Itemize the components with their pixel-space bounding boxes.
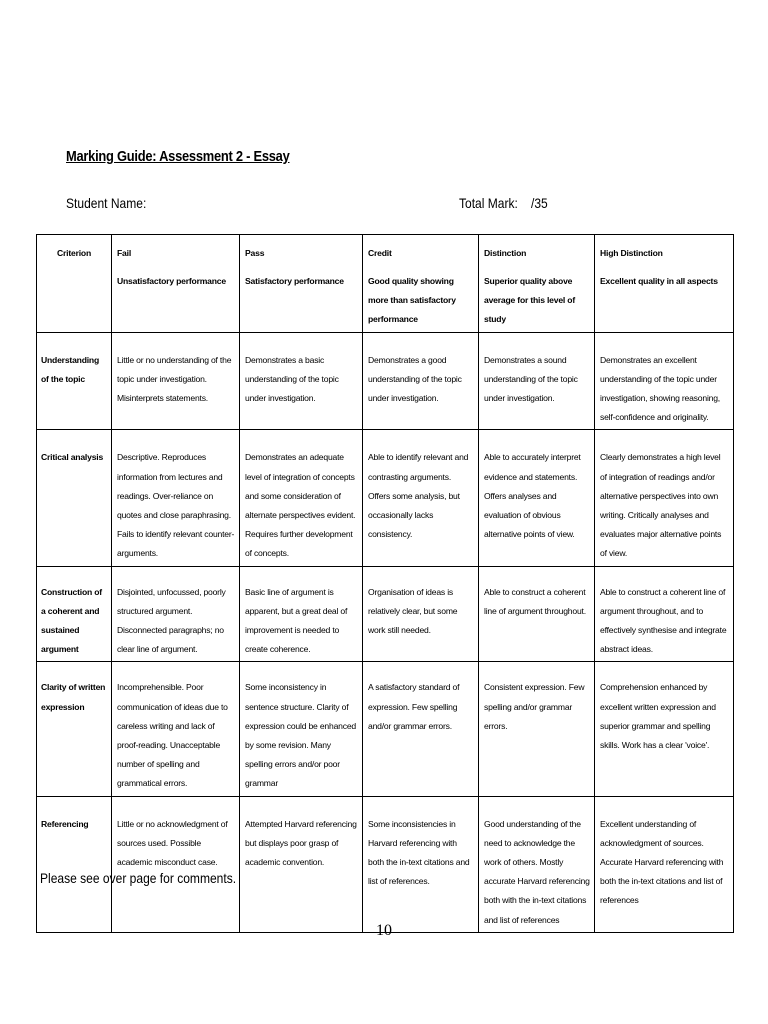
rubric-cell: Demonstrates a sound understanding of the topic under investigation. (479, 332, 595, 430)
level-header-pass (240, 235, 363, 333)
marking-rubric-table (36, 234, 734, 933)
rubric-cell: Little or no acknowledgment of sources used. Possible academic misconduct case. (112, 796, 240, 932)
rubric-cell: Basic line of argument is apparent, but a great deal of improvement is needed to create coherence. (240, 566, 363, 662)
rubric-cell: Organisation of ideas is relatively clear, but some work still needed. (363, 566, 479, 662)
footer-note: Please see over page for comments. (40, 870, 237, 886)
rubric-header-row (37, 235, 734, 333)
level-header-high-distinction (595, 235, 734, 333)
rubric-cell: Consistent expression. Few spelling and/or grammar errors. (479, 662, 595, 796)
rubric-cell: A satisfactory standard of expression. Few spelling and/or grammar errors. (363, 662, 479, 796)
level-header-distinction (479, 235, 595, 333)
rubric-cell: Clearly demonstrates a high level of integration of readings and/or alternative perspectives into own writing. Critically analyses and evaluates major alternative points of view. (595, 430, 734, 566)
level-description: Unsatisfactory performance (117, 276, 226, 286)
rubric-cell: Demonstrates an excellent understanding of the topic under investigation, showing reasoning, self-confidence and originality. (595, 332, 734, 430)
rubric-cell: Comprehension enhanced by excellent written expression and superior grammar and spelling skills. Work has a clear 'voice'. (595, 662, 734, 796)
criterion-cell: Referencing (37, 796, 112, 932)
total-mark-out-of: /35 (531, 195, 548, 211)
page-number: 10 (376, 922, 392, 939)
rubric-cell: Able to construct a coherent line of argument throughout. (479, 566, 595, 662)
criterion-header: Criterion (56, 248, 91, 258)
rubric-cell: Descriptive. Reproduces information from lectures and readings. Over-reliance on quotes and close paraphrasing. Fails to identify relevant counter-arguments. (112, 430, 240, 566)
criterion-cell: Understanding of the topic (37, 332, 112, 430)
rubric-cell: Good understanding of the need to acknowledge the work of others. Mostly accurate Harvard referencing both with the in-text citations and list of references (479, 796, 595, 932)
table-row (37, 796, 734, 932)
rubric-cell: Demonstrates a basic understanding of the topic under investigation. (240, 332, 363, 430)
table-row (37, 662, 734, 796)
table-row (37, 430, 734, 566)
level-name: Distinction (484, 248, 527, 258)
level-name: High Distinction (600, 248, 663, 258)
rubric-cell: Some inconsistencies in Harvard referencing with both the in-text citations and list of references. (363, 796, 479, 932)
level-description: Excellent quality in all aspects (600, 276, 718, 286)
criterion-cell: Construction of a coherent and sustained argument (37, 566, 112, 662)
rubric-cell: Disjointed, unfocussed, poorly structured argument. Disconnected paragraphs; no clear line of argument. (112, 566, 240, 662)
level-name: Pass (245, 248, 265, 258)
level-description: Good quality showing more than satisfactory performance (368, 276, 456, 325)
level-description: Superior quality above average for this level of study (484, 276, 575, 325)
criterion-cell: Clarity of written expression (37, 662, 112, 796)
criterion-cell: Critical analysis (37, 430, 112, 566)
rubric-cell: Little or no understanding of the topic under investigation. Misinterprets statements. (112, 332, 240, 430)
rubric-cell: Demonstrates an adequate level of integration of concepts and some consideration of alternate perspectives evident. Requires further development of concepts. (240, 430, 363, 566)
rubric-cell: Able to identify relevant and contrasting arguments. Offers some analysis, but occasionally lacks consistency. (363, 430, 479, 566)
rubric-cell: Incomprehensible. Poor communication of ideas due to careless writing and lack of proof-reading. Unacceptable number of spelling and grammatical errors. (112, 662, 240, 796)
table-row (37, 566, 734, 662)
rubric-cell: Attempted Harvard referencing but displays poor grasp of academic convention. (240, 796, 363, 932)
student-name-label: Student Name: (66, 195, 147, 211)
level-name: Fail (117, 248, 132, 258)
criterion-header-cell (37, 235, 112, 333)
rubric-cell: Able to accurately interpret evidence and statements. Offers analyses and evaluation of obvious alternative points of view. (479, 430, 595, 566)
rubric-cell: Excellent understanding of acknowledgment of sources. Accurate Harvard referencing with both the in-text citations and list of references (595, 796, 734, 932)
rubric-cell: Some inconsistency in sentence structure. Clarity of expression could be enhanced by some revision. Many spelling errors and/or poor grammar (240, 662, 363, 796)
level-name: Credit (368, 248, 392, 258)
rubric-cell: Able to construct a coherent line of argument throughout, and to effectively synthesise and integrate abstract ideas. (595, 566, 734, 662)
table-row (37, 332, 734, 430)
level-description: Satisfactory performance (245, 276, 344, 286)
total-mark-label: Total Mark: (459, 195, 518, 211)
rubric-cell: Demonstrates a good understanding of the topic under investigation. (363, 332, 479, 430)
level-header-fail (112, 235, 240, 333)
level-header-credit (363, 235, 479, 333)
document-title: Marking Guide: Assessment 2 - Essay (66, 148, 290, 165)
